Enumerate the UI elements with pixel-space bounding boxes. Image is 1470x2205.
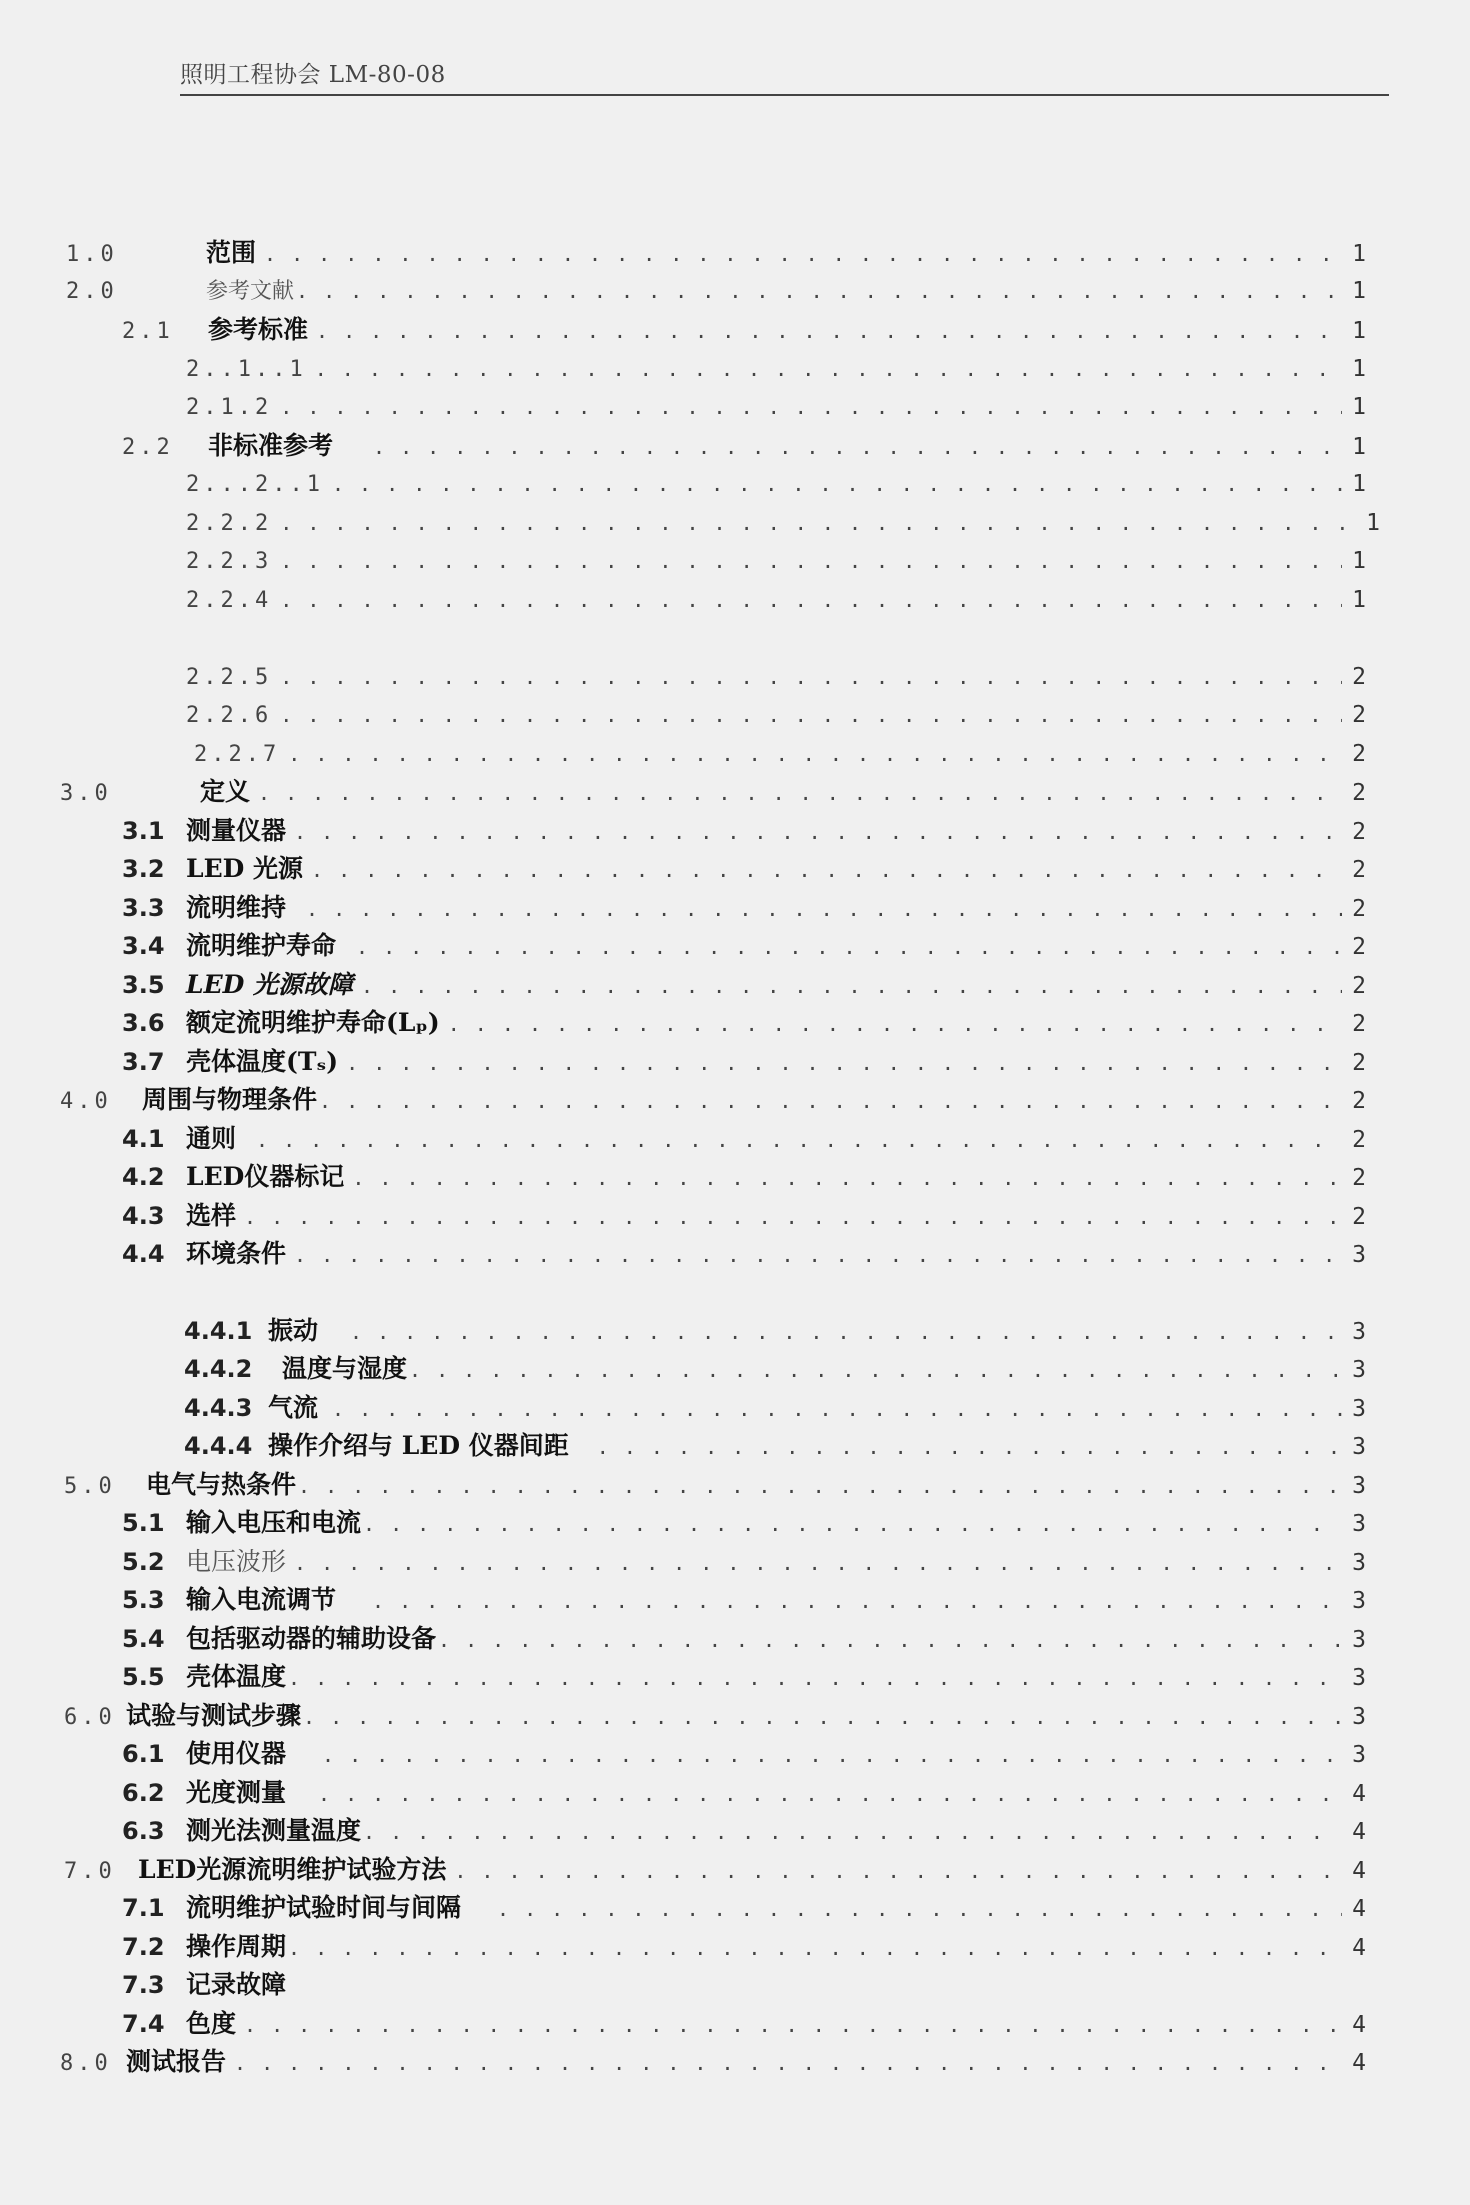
toc-number: 5.4 <box>122 1625 165 1653</box>
toc-page-number: 4 <box>1352 1858 1366 1884</box>
toc-entry-5-2[interactable] <box>122 1543 1366 1581</box>
toc-number: 3.2 <box>122 855 165 883</box>
toc-leader-dots <box>256 1121 1342 1159</box>
toc-page-number: 2 <box>1352 780 1366 806</box>
toc-page-number: 1 <box>1352 318 1366 344</box>
toc-page-number: 2 <box>1352 1088 1366 1114</box>
toc-leader-dots <box>294 1544 1342 1582</box>
toc-page-number: 4 <box>1352 1781 1366 1807</box>
toc-entry-3-0[interactable] <box>60 773 1366 811</box>
toc-entry-1-0[interactable] <box>66 234 1366 272</box>
toc-title: 选样 <box>186 1201 237 1230</box>
toc-entry-3-3[interactable] <box>122 889 1366 927</box>
toc-entry-2-2-7[interactable] <box>194 735 1366 773</box>
toc-title: 壳体温度(Tₛ) <box>186 1047 339 1076</box>
toc-page-number: 3 <box>1352 1511 1366 1537</box>
toc-page-number: 3 <box>1352 1550 1366 1576</box>
toc-number: 2.2.2 <box>186 511 273 536</box>
toc-number: 5.5 <box>122 1663 165 1691</box>
toc-number: 5.0 <box>64 1474 116 1499</box>
toc-leader-dots <box>315 350 1342 388</box>
toc-leader-dots <box>244 1198 1342 1236</box>
toc-title: 输入电流调节 <box>186 1585 337 1614</box>
toc-leader-dots <box>409 1351 1342 1389</box>
toc-leader-dots <box>280 388 1342 426</box>
toc-leader-dots <box>454 1852 1342 1890</box>
toc-page-number: 2 <box>1352 896 1366 922</box>
toc-number: 3.0 <box>60 781 112 806</box>
toc-leader-dots <box>373 428 1342 466</box>
toc-leader-dots <box>361 967 1342 1005</box>
toc-title: 非标准参考 <box>208 431 334 460</box>
toc-number: 2.2.6 <box>186 703 273 728</box>
toc-title: LED 光源故障 <box>186 970 354 999</box>
toc-entry-4-3[interactable] <box>122 1197 1366 1235</box>
toc-page-number: 3 <box>1352 1319 1366 1345</box>
toc-page-number: 1 <box>1352 587 1366 613</box>
toc-title: 参考标准 <box>208 315 309 344</box>
toc-number: 2.2.3 <box>186 549 273 574</box>
toc-leader-dots <box>280 658 1342 696</box>
toc-number: 4.2 <box>122 1163 165 1191</box>
toc-title: 电气与热条件 <box>146 1470 297 1499</box>
toc-number: 2.1 <box>122 319 174 344</box>
toc-page-number: 2 <box>1352 1165 1366 1191</box>
toc-title: 输入电压和电流 <box>186 1508 362 1537</box>
toc-number: 6.2 <box>122 1779 165 1807</box>
toc-page-number: 2 <box>1352 741 1366 767</box>
toc-page-number: 4 <box>1352 2050 1366 2076</box>
toc-page-number: 3 <box>1352 1588 1366 1614</box>
toc-title: 流明维护寿命 <box>186 931 337 960</box>
toc-title: 额定流明维护寿命(Lₚ) <box>186 1008 440 1037</box>
toc-leader-dots <box>280 504 1356 542</box>
toc-page-number: 3 <box>1352 1665 1366 1691</box>
toc-entry-3-1[interactable] <box>122 812 1366 850</box>
toc-title: LED 光源 <box>186 854 304 883</box>
toc-number: 3.6 <box>122 1009 165 1037</box>
toc-number: 6.0 <box>64 1705 116 1730</box>
toc-number: 2.2.5 <box>186 665 273 690</box>
toc-leader-dots <box>352 1159 1342 1197</box>
toc-title: 定义 <box>200 777 251 806</box>
toc-title: 光度测量 <box>186 1778 287 1807</box>
toc-title: 流明维护试验时间与间隔 <box>186 1893 462 1922</box>
toc-page-number: 2 <box>1352 857 1366 883</box>
toc-leader-dots <box>244 2006 1342 2044</box>
toc-entry-7-2[interactable] <box>122 1928 1366 1966</box>
toc-number: 2.2 <box>122 435 174 460</box>
toc-number: 7.3 <box>122 1971 165 1999</box>
toc-leader-dots <box>448 1005 1342 1043</box>
toc-title: LED光源流明维护试验方法 <box>138 1855 447 1884</box>
toc-title: 环境条件 <box>186 1239 287 1268</box>
toc-leader-dots <box>350 1313 1342 1351</box>
toc-page-number: 3 <box>1352 1473 1366 1499</box>
toc-page-number: 1 <box>1352 434 1366 460</box>
toc-entry-5-3[interactable] <box>122 1581 1366 1619</box>
toc-entry-3-7[interactable] <box>122 1043 1366 1081</box>
toc-page-number: 2 <box>1352 1050 1366 1076</box>
toc-number: 4.4.1 <box>184 1317 253 1345</box>
toc-number: 4.4.4 <box>184 1432 253 1460</box>
toc-title: 色度 <box>186 2009 237 2038</box>
toc-entry-2-2-2[interactable] <box>186 504 1380 542</box>
toc-number: 7.1 <box>122 1894 165 1922</box>
toc-title: 包括驱动器的辅助设备 <box>186 1624 437 1653</box>
toc-number: 6.3 <box>122 1817 165 1845</box>
toc-number: 3.7 <box>122 1048 165 1076</box>
toc-title: 电压波形 <box>186 1547 287 1576</box>
toc-entry-4-4-1[interactable] <box>184 1312 1366 1350</box>
toc-entry-2-2[interactable] <box>122 427 1366 465</box>
toc-entry-2-1-1[interactable] <box>186 350 1366 388</box>
toc-leader-dots <box>311 851 1342 889</box>
toc-page-number: 3 <box>1352 1704 1366 1730</box>
toc-page-number: 2 <box>1352 1011 1366 1037</box>
toc-leader-dots <box>234 2044 1342 2082</box>
toc-number: 8.0 <box>60 2051 112 2076</box>
toc-page-number: 1 <box>1366 510 1380 536</box>
toc-leader-dots <box>303 1698 1342 1736</box>
header-text: 照明工程协会 LM-80-08 <box>180 62 446 88</box>
toc-title: 流明维持 <box>186 893 287 922</box>
toc-entry-7-3[interactable] <box>122 1966 1366 2004</box>
toc-entry-7-4[interactable] <box>122 2005 1366 2043</box>
toc-entry-2-2-4[interactable] <box>186 581 1366 619</box>
toc-page-number: 3 <box>1352 1242 1366 1268</box>
toc-entry-5-1[interactable] <box>122 1504 1366 1542</box>
toc-number: 4.3 <box>122 1202 165 1230</box>
toc-leader-dots <box>306 890 1342 928</box>
toc-title: 测量仪器 <box>186 816 287 845</box>
toc-title: 振动 <box>268 1316 319 1345</box>
toc-leader-dots <box>363 1813 1342 1851</box>
toc-entry-6-3[interactable] <box>122 1812 1366 1850</box>
toc-entry-5-0[interactable] <box>64 1466 1366 1504</box>
toc-number: 2.2.4 <box>186 588 273 613</box>
toc-entry-3-5[interactable] <box>122 966 1366 1004</box>
toc-title: 周围与物理条件 <box>142 1085 318 1114</box>
toc-leader-dots <box>288 1659 1342 1697</box>
toc-number: 3.3 <box>122 894 165 922</box>
toc-page-number: 4 <box>1352 1935 1366 1961</box>
toc-leader-dots <box>316 312 1342 350</box>
toc-page-number: 2 <box>1352 819 1366 845</box>
toc-entry-5-5[interactable] <box>122 1658 1366 1696</box>
toc-title: 通则 <box>186 1124 237 1153</box>
toc-number: 5.3 <box>122 1586 165 1614</box>
toc-leader-dots <box>497 1890 1342 1928</box>
toc-entry-7-1[interactable] <box>122 1889 1366 1927</box>
toc-page-number: 2 <box>1352 934 1366 960</box>
toc-leader-dots <box>258 774 1342 812</box>
toc-page-number: 2 <box>1352 664 1366 690</box>
toc-number: 3.5 <box>122 971 165 999</box>
toc-leader-dots <box>280 542 1342 580</box>
toc-title: 操作周期 <box>186 1932 287 1961</box>
toc-page-number: 3 <box>1352 1434 1366 1460</box>
toc-page-number: 2 <box>1352 1127 1366 1153</box>
toc-leader-dots <box>280 696 1342 734</box>
toc-entry-6-1[interactable] <box>122 1735 1366 1773</box>
toc-title: 操作介绍与 LED 仪器间距 <box>268 1431 569 1460</box>
toc-leader-dots <box>298 1467 1342 1505</box>
toc-number: 4.4 <box>122 1240 165 1268</box>
toc-page-number: 4 <box>1352 2012 1366 2038</box>
toc-entry-4-4-3[interactable] <box>184 1389 1366 1427</box>
toc-leader-dots <box>597 1428 1342 1466</box>
toc-entry-4-2[interactable] <box>122 1158 1366 1196</box>
toc-entry-8-0[interactable] <box>60 2043 1366 2081</box>
toc-title: 测光法测量温度 <box>186 1816 362 1845</box>
toc-number: 7.0 <box>64 1859 116 1884</box>
toc-title: 记录故障 <box>186 1970 287 1999</box>
toc-title: 气流 <box>268 1393 319 1422</box>
toc-number: 5.2 <box>122 1548 165 1576</box>
toc-leader-dots <box>294 813 1342 851</box>
toc-page-number: 3 <box>1352 1396 1366 1422</box>
toc-entry-4-4-4[interactable] <box>184 1427 1366 1465</box>
toc-entry-2-1[interactable] <box>122 311 1366 349</box>
toc-leader-dots <box>294 1236 1342 1274</box>
toc-number: 5.1 <box>122 1509 165 1537</box>
toc-number: 4.4.3 <box>184 1394 253 1422</box>
toc-number: 6.1 <box>122 1740 165 1768</box>
toc-number: 4.1 <box>122 1125 165 1153</box>
toc-entry-2-2-6[interactable] <box>186 696 1366 734</box>
toc-number: 2.0 <box>66 279 118 304</box>
toc-entry-2-2-1[interactable] <box>186 465 1366 503</box>
toc-page-number: 2 <box>1352 702 1366 728</box>
toc-page-number: 1 <box>1352 241 1366 267</box>
toc-number: 2..1..1 <box>186 357 307 382</box>
toc-page-number: 4 <box>1352 1819 1366 1845</box>
toc-entry-4-0[interactable] <box>60 1081 1366 1119</box>
toc-entry-2-1-2[interactable] <box>186 388 1366 426</box>
toc-number: 2...2..1 <box>186 472 324 497</box>
toc-entry-4-1[interactable] <box>122 1120 1366 1158</box>
toc-leader-dots <box>438 1621 1342 1659</box>
toc-number: 3.1 <box>122 817 165 845</box>
toc-page-number: 3 <box>1352 1627 1366 1653</box>
toc-number: 2.1.2 <box>186 395 273 420</box>
toc-leader-dots <box>356 928 1342 966</box>
toc-title: 试验与测试步骤 <box>126 1701 302 1730</box>
toc-page-number: 1 <box>1352 471 1366 497</box>
toc-leader-dots <box>288 735 1342 773</box>
toc-leader-dots <box>332 1390 1342 1428</box>
toc-title: LED仪器标记 <box>186 1162 345 1191</box>
toc-leader-dots <box>288 1929 1342 1967</box>
toc-title: 测试报告 <box>126 2047 227 2076</box>
toc-number: 7.2 <box>122 1933 165 1961</box>
toc-number: 4.4.2 <box>184 1355 253 1383</box>
toc-entry-3-2[interactable] <box>122 850 1366 888</box>
toc-entry-7-0[interactable] <box>64 1851 1366 1889</box>
toc-leader-dots <box>264 235 1342 273</box>
toc-leader-dots <box>280 581 1342 619</box>
toc-page-number: 1 <box>1352 278 1366 304</box>
toc-title: 温度与湿度 <box>282 1354 408 1383</box>
toc-page-number: 1 <box>1352 356 1366 382</box>
toc-number: 3.4 <box>122 932 165 960</box>
toc-page-number: 1 <box>1352 394 1366 420</box>
toc-page-number: 3 <box>1352 1742 1366 1768</box>
toc-number: 7.4 <box>122 2010 165 2038</box>
toc-entry-6-2[interactable] <box>122 1774 1366 1812</box>
toc-entry-3-4[interactable] <box>122 927 1366 965</box>
toc-title: 使用仪器 <box>186 1739 287 1768</box>
toc-title: 壳体温度 <box>186 1662 287 1691</box>
toc-leader-dots <box>372 1582 1342 1620</box>
toc-entry-4-4[interactable] <box>122 1235 1366 1273</box>
toc-number: 4.0 <box>60 1089 112 1114</box>
toc-page-number: 2 <box>1352 1204 1366 1230</box>
toc-page-number: 1 <box>1352 548 1366 574</box>
toc-leader-dots <box>363 1505 1342 1543</box>
toc-page-number: 2 <box>1352 973 1366 999</box>
toc-entry-6-0[interactable] <box>64 1697 1366 1735</box>
toc-leader-dots <box>319 1082 1342 1120</box>
toc-leader-dots <box>322 1736 1342 1774</box>
toc-title: 范围 <box>206 238 257 267</box>
toc-number: 1.0 <box>66 242 118 267</box>
toc-title: 参考文献 <box>206 279 295 304</box>
toc-entry-4-4-2[interactable] <box>184 1350 1366 1388</box>
toc-page-number: 4 <box>1352 1896 1366 1922</box>
toc-entry-2-2-3[interactable] <box>186 542 1366 580</box>
toc-page-number: 3 <box>1352 1357 1366 1383</box>
toc-leader-dots <box>332 465 1342 503</box>
toc-entry-2-2-5[interactable] <box>186 658 1366 696</box>
toc-leader-dots <box>296 272 1342 310</box>
toc-entry-3-6[interactable] <box>122 1004 1366 1042</box>
toc-leader-dots <box>346 1044 1342 1082</box>
toc-leader-dots <box>318 1775 1342 1813</box>
toc-entry-2-0[interactable] <box>66 272 1366 310</box>
toc-number: 2.2.7 <box>194 742 281 767</box>
toc-entry-5-4[interactable] <box>122 1620 1366 1658</box>
